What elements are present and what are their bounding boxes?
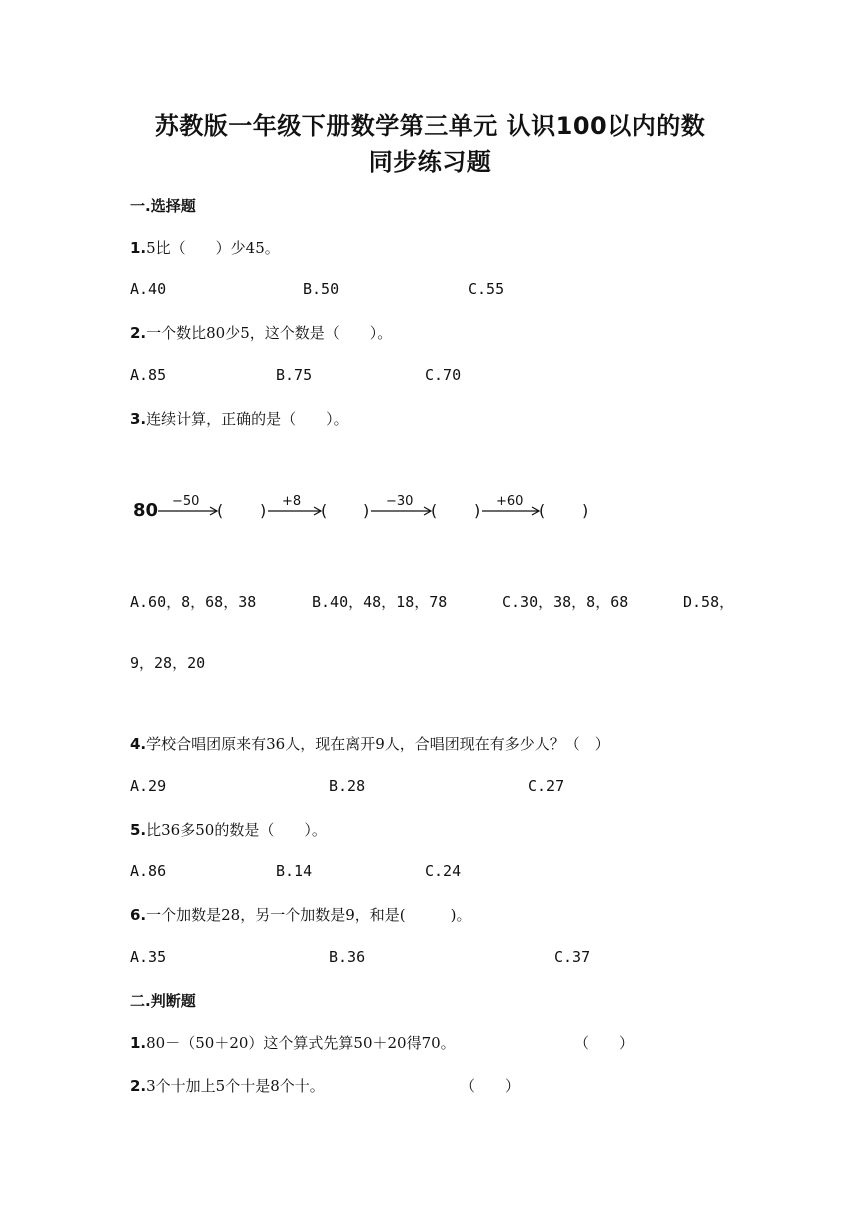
chain-paren-open-2: ( xyxy=(321,501,328,520)
question-2 xyxy=(130,322,392,343)
question-number: 5. xyxy=(130,821,147,839)
page-title-line2: 同步练习题 xyxy=(368,148,492,176)
option-a: A.60，8，68，38 xyxy=(130,593,257,611)
question-3 xyxy=(130,408,349,429)
option-c: C.27 xyxy=(528,777,565,795)
question-number: 6. xyxy=(130,906,147,924)
question-6 xyxy=(130,904,471,925)
option-c: C.70 xyxy=(425,366,462,384)
chain-paren-open-1: ( xyxy=(217,501,224,520)
question-number: 4. xyxy=(130,735,147,753)
option-a: A.35 xyxy=(130,948,167,966)
chain-paren-close-2: ) xyxy=(363,501,370,520)
option-a: A.86 xyxy=(130,862,167,880)
chain-paren-close-1: ) xyxy=(260,501,267,520)
question-number: 1. xyxy=(130,1034,147,1052)
answer-blank: （ ） xyxy=(574,1034,635,1052)
option-d-continued: 9，28，20 xyxy=(130,654,206,672)
chain-paren-open-3: ( xyxy=(431,501,438,520)
answer-blank: （ ） xyxy=(460,1077,521,1095)
option-b: B.14 xyxy=(276,862,313,880)
section-heading-choice: 一.选择题 xyxy=(130,197,196,215)
chain-paren-close-3: ) xyxy=(474,501,481,520)
option-b: B.28 xyxy=(329,777,366,795)
page-title-line1: 苏教版一年级下册数学第三单元 认识100以内的数 xyxy=(154,112,706,140)
chain-start-number: 80 xyxy=(133,500,159,521)
option-c: C.55 xyxy=(468,280,505,298)
option-d: D.58， xyxy=(683,593,735,611)
judge-question-1 xyxy=(130,1032,456,1053)
option-b: B.50 xyxy=(303,280,340,298)
question-number: 3. xyxy=(130,410,147,428)
question-5 xyxy=(130,819,327,840)
chain-op-2: +8 xyxy=(282,494,302,509)
judge-question-2 xyxy=(130,1075,325,1096)
chain-op-3: −30 xyxy=(386,494,414,509)
question-number: 1. xyxy=(130,239,147,257)
question-text: 学校合唱团原来有36人，现在离开9人，合唱团现在有多少人？（ ） xyxy=(146,735,610,753)
option-c: C.37 xyxy=(554,948,591,966)
question-number: 2. xyxy=(130,1077,147,1095)
chain-paren-open-4: ( xyxy=(539,501,546,520)
option-a: A.29 xyxy=(130,777,167,795)
chain-op-1: −50 xyxy=(172,494,200,509)
question-text: 5比（ ）少45。 xyxy=(146,239,280,257)
section-heading-judge: 二.判断题 xyxy=(130,992,196,1010)
question-text: 比36多50的数是（ ）。 xyxy=(146,821,327,839)
option-c: C.24 xyxy=(425,862,462,880)
question-1 xyxy=(130,237,280,258)
question-text: 80－（50＋20）这个算式先算50＋20得70。 xyxy=(146,1034,456,1052)
question-text: 一个数比80少5，这个数是（ ）。 xyxy=(146,324,393,342)
option-c: C.30，38，8，68 xyxy=(502,593,629,611)
option-b: B.40，48，18，78 xyxy=(312,593,448,611)
question-text: 连续计算，正确的是（ ）。 xyxy=(146,410,349,428)
calculation-chain-figure xyxy=(130,488,600,528)
question-text: 3个十加上5个十是8个十。 xyxy=(146,1077,325,1095)
option-a: A.40 xyxy=(130,280,167,298)
chain-op-4: +60 xyxy=(496,494,524,509)
option-a: A.85 xyxy=(130,366,167,384)
question-4 xyxy=(130,733,610,754)
chain-paren-close-4: ) xyxy=(582,501,589,520)
question-text: 一个加数是28，另一个加数是9，和是( )。 xyxy=(146,906,472,924)
option-b: B.36 xyxy=(329,948,366,966)
option-b: B.75 xyxy=(276,366,313,384)
question-number: 2. xyxy=(130,324,147,342)
